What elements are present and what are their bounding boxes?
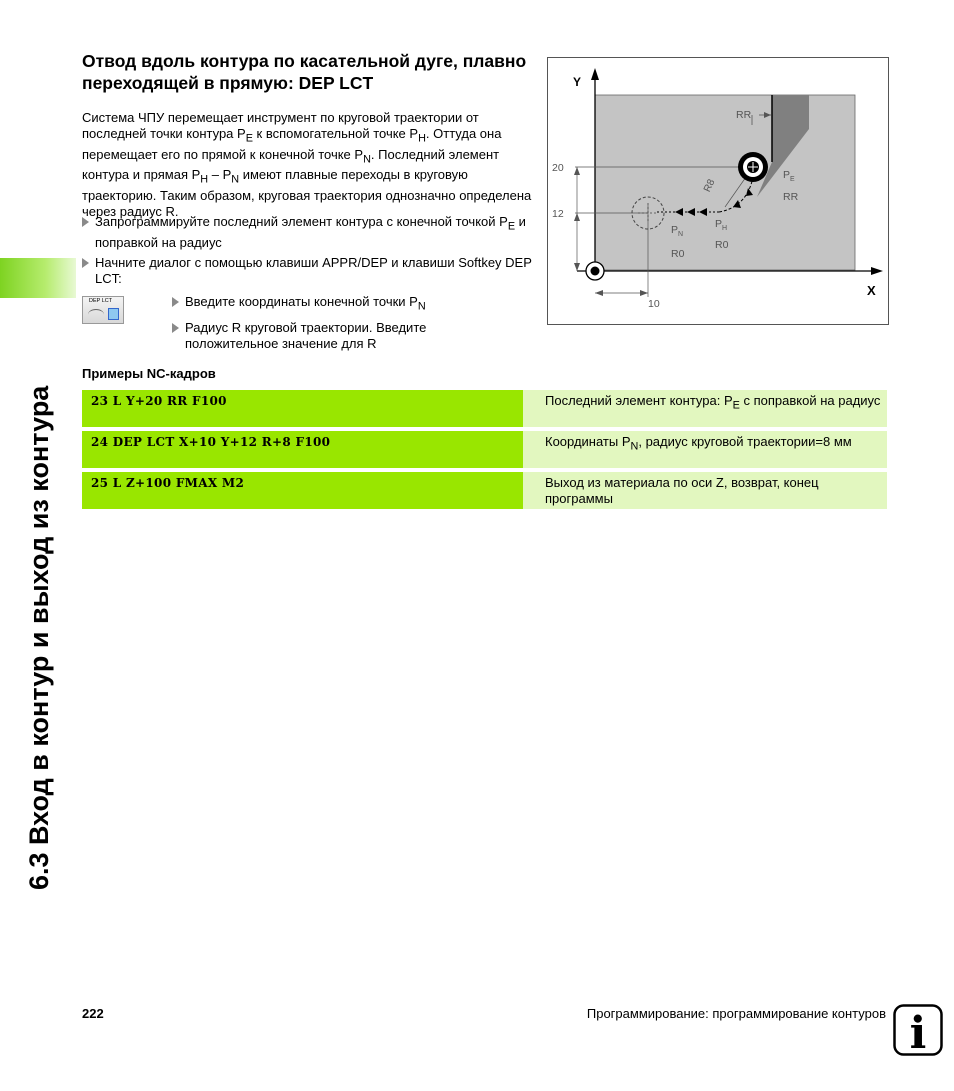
pn-label: $P_N$	[671, 224, 684, 238]
running-title: Программирование: программирование контуров	[586, 1006, 886, 1021]
info-icon	[893, 1004, 943, 1056]
instruction-list	[82, 214, 532, 291]
nc-examples-heading: Примеры NC-кадров	[82, 366, 216, 381]
pe-label: $P_E$	[783, 169, 795, 183]
sub-bullet-coordinates: Введите координаты конечной точки $P_N$	[172, 294, 485, 315]
nc-code-cell: 23 L Y+20 RR F100	[82, 390, 523, 427]
svg-text:i: i	[909, 1008, 927, 1056]
table-row	[82, 390, 887, 427]
pe-rr-label: RR	[783, 191, 799, 203]
nc-code-cell: 25 L Z+100 FMAX M2	[82, 472, 523, 509]
bullet-arrow-icon	[172, 323, 179, 333]
bullet-arrow-icon	[82, 217, 89, 227]
tool-box-icon	[108, 308, 119, 320]
pn-r0-label: R0	[671, 248, 685, 260]
tick-x10: 10	[648, 298, 660, 310]
dep-lct-diagram	[547, 57, 889, 325]
bullet-arrow-icon	[172, 297, 179, 307]
ph-label: $P_H$	[715, 218, 728, 232]
list-item: Запрограммируйте последний элемент контура с конечной точкой $P_E$ и поправкой на радиус	[82, 214, 532, 251]
origin-dot	[591, 267, 600, 276]
y-axis-label: Y	[573, 75, 582, 89]
side-band	[0, 0, 76, 1091]
dep-lct-softkey[interactable]	[82, 296, 124, 324]
nc-code-cell: 24 DEP LCT X+10 Y+12 R+8 F100	[82, 431, 523, 468]
x-axis-label: X	[867, 283, 876, 298]
nc-desc-cell: Последний элемент контура: $P_E$ с поправкой на радиус	[523, 390, 887, 427]
table-row	[82, 472, 887, 509]
chapter-title-wrap	[24, 50, 64, 890]
ph-r0-label: R0	[715, 239, 729, 251]
arc-path-icon	[88, 309, 104, 320]
softkey-label: DEP LCT	[89, 298, 113, 304]
tick-y20: 20	[552, 162, 564, 174]
list-item: Начните диалог с помощью клавиши APPR/DEP и клавиши Softkey DEP LCT:	[82, 255, 532, 287]
chapter-title: 6.3 Вход в контур и выход из контура	[24, 385, 54, 890]
bullet-arrow-icon	[82, 258, 89, 268]
intro-paragraph: Система ЧПУ перемещает инструмент по круговой траектории от последней точки контура $P_E$ к вспомогательной точке $P_H$. Оттуда она перемещает его по прямой к конечной точке $P_N$. Последний элемент контура и прямая $P_H - P_N$ имеют плавные переходы в круговую траекторию. Таким образом, круговая траектория однозначно определена через радиус R.	[82, 110, 532, 219]
nc-desc-cell: Координаты $P_N$, радиус круговой траектории=8 мм	[523, 431, 887, 468]
nc-desc-cell: Выход из материала по оси Z, возврат, конец программы	[523, 472, 887, 509]
rr-top-label: RR	[736, 109, 752, 121]
r8-label: R8	[702, 177, 718, 194]
nc-table	[82, 390, 887, 513]
tick-y12: 12	[552, 208, 564, 220]
page-heading: Отвод вдоль контура по касательной дуге, плавно переходящей в прямую: DEP LCT	[82, 51, 527, 93]
table-row	[82, 431, 887, 468]
sub-bullet-radius: Радиус R круговой траектории. Введите положительное значение для R	[172, 320, 485, 352]
page-number: 222	[82, 1006, 104, 1021]
